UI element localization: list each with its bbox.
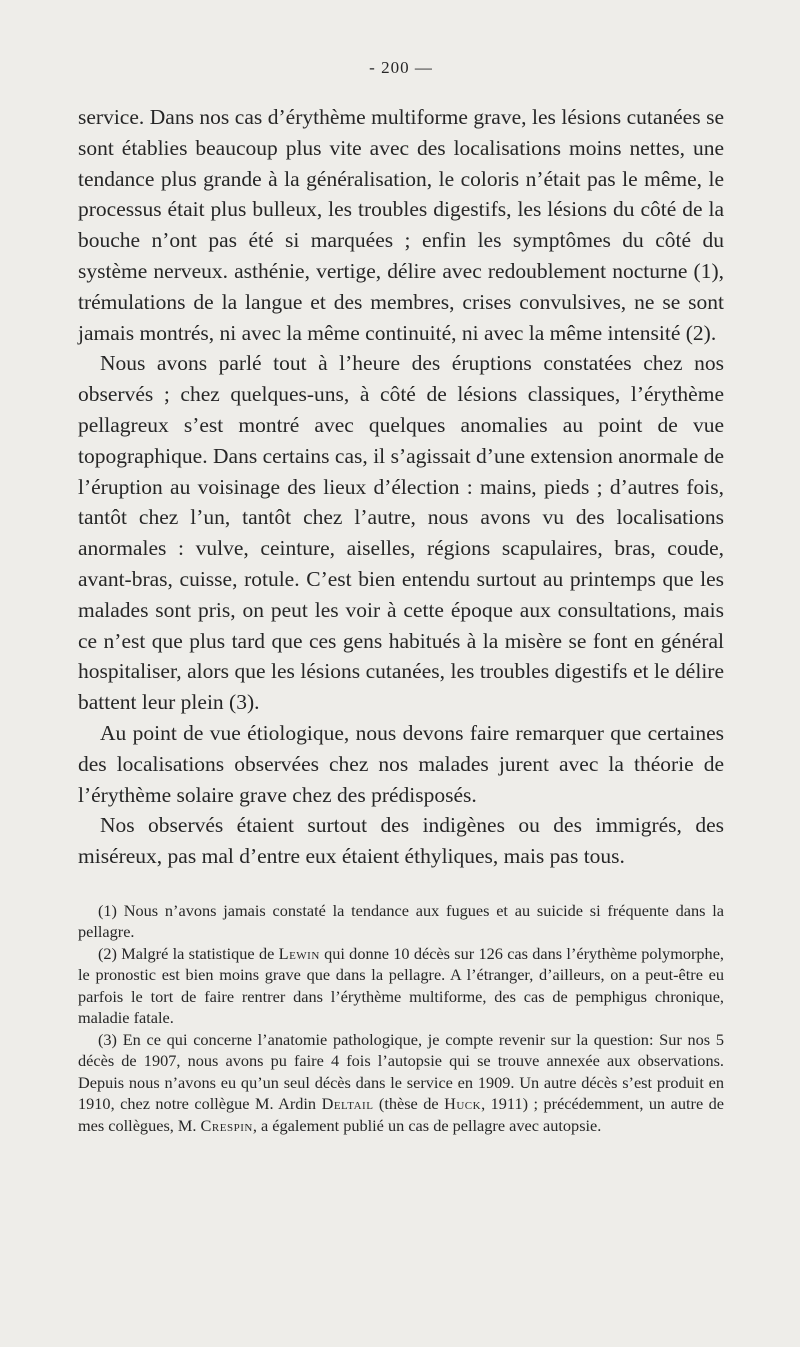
footnote-2 <box>78 943 724 1029</box>
author-deltail: Deltail <box>321 1094 374 1114</box>
paragraph-observed: Nos observés étaient surtout des indigènes ou des immigrés, des miséreux, pas mal d’entre eux étaient éthyliques, mais pas tous. <box>78 813 724 869</box>
main-text <box>78 102 724 872</box>
paragraph-continuation: service. Dans nos cas d’érythème multiforme grave, les lésions cutanées se sont établies beaucoup plus vite avec des localisations moins nettes, une tendance plus grande à la généralisation, le coloris n’était pas le même, le processus était plus bulleux, les troubles digestifs, les lésions du côté de la bouche n’ont pas été si marquées ; enfin les symptômes du côté du système nerveux. asthénie, vertige, délire avec redoublement nocturne (1), trémulations de la langue et des membres, crises convulsives, ne se sont jamais montrés, ni avec la même continuité, ni avec la même intensité (2). <box>78 105 724 345</box>
author-huck: Huck <box>444 1094 482 1114</box>
footnote-2-text-b: qui donne 10 décès sur 126 cas dans l’érythème polymorphe, le pronostic est bien moins grave que dans la pellagre. A l’étranger, d’ailleurs, on a peut-être eu parfois le tort de faire rentrer dans l’érythème multiforme, des cas de pemphigus chronique, maladie fatale. <box>78 943 724 1028</box>
footnote-3 <box>78 1029 724 1137</box>
author-lewin: Lewin <box>278 943 320 963</box>
footnotes <box>78 900 724 1137</box>
author-crespin: Crespin <box>200 1115 253 1135</box>
footnote-3-text-d: , a également publié un cas de pellagre avec autopsie. <box>252 1115 602 1135</box>
footnote-2-text-a: (2) Malgré la statistique de <box>98 943 279 963</box>
footnote-1: (1) Nous n’avons jamais constaté la tendance aux fugues et au suicide si fréquente dans la pellagre. <box>78 900 724 942</box>
paragraph-etiology: Au point de vue étiologique, nous devons faire remarquer que certaines des localisations observées chez nos malades jurent avec la théorie de l’érythème solaire grave chez des prédisposés. <box>78 720 724 807</box>
paragraph-eruptions: Nous avons parlé tout à l’heure des éruptions constatées chez nos observés ; chez quelques-uns, à côté de lésions classiques, l’érythème pellagreux s’est montré avec quelques anomalies au point de vue topographique. Dans certains cas, il s’agissait d’une extension anormale de l’éruption au voisinage des lieux d’élection : mains, pieds ; d’autres fois, tantôt chez l’un, tantôt chez l’autre, nous avons vu des localisations anormales : vulve, ceinture, aiselles, régions scapulaires, bras, coude, avant-bras, cuisse, rotule. C’est bien entendu surtout au printemps que les malades sont pris, on peut les voir à cette époque aux consultations, mais ce n’est que plus tard que ces gens habitués à la misère se font en général hospitaliser, alors que les lésions cutanées, les troubles digestifs et le délire battent leur plein (3). <box>78 351 724 715</box>
page-number: - 200 — <box>369 58 433 77</box>
footnote-3-text-c: , 1911) ; précédemment, un autre de mes collègues, M. <box>78 1094 725 1135</box>
footnote-3-text-a: (3) En ce qui concerne l’anatomie pathologique, je compte revenir sur la question: Sur nos 5 décès de 1907, nous avons pu faire 4 fois l’autopsie qui se trouve annexée aux observations. Depuis nous n’avons eu qu’un seul décès dans le service en 1909. Un autre décès s’est produit en 1910, chez notre collègue M. Ardin <box>78 1029 724 1114</box>
footnote-3-text-b: (thèse de <box>373 1094 445 1114</box>
